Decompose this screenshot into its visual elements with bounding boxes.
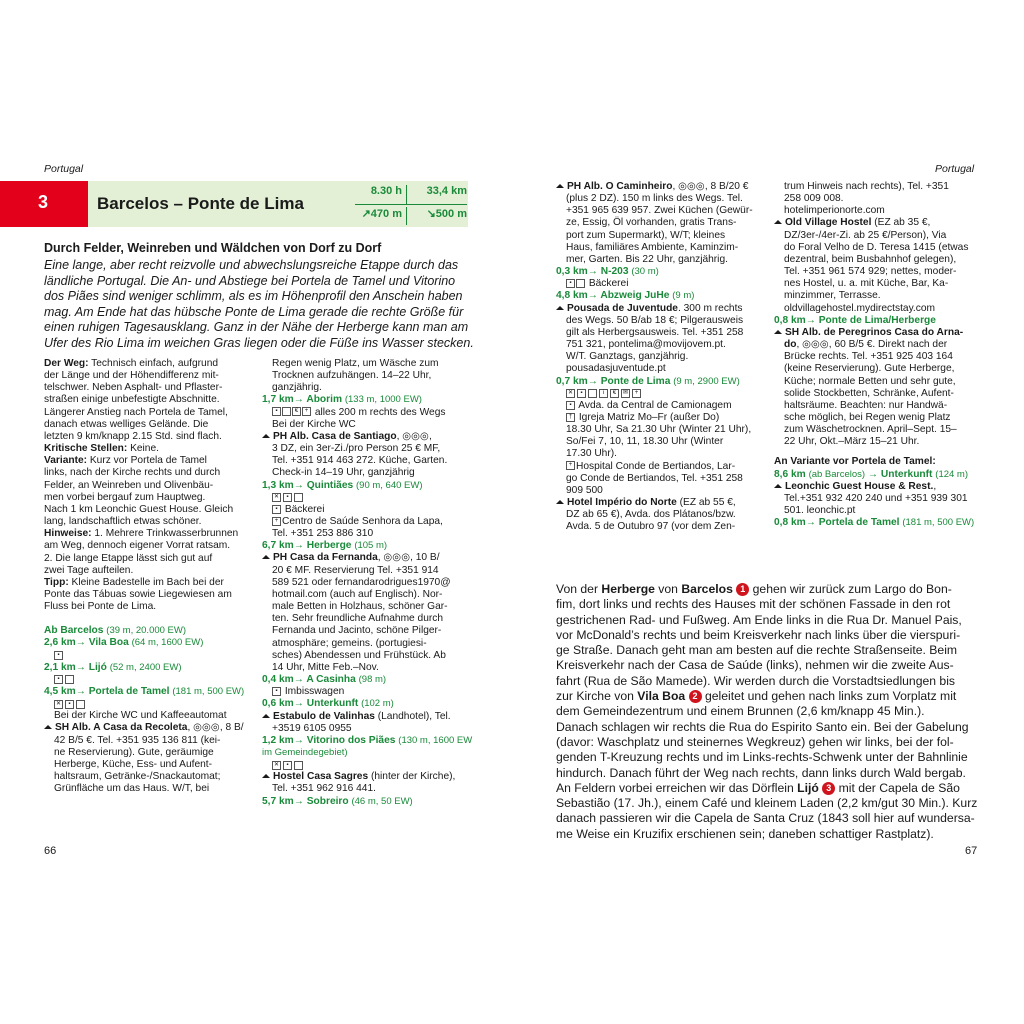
lodging-details: , ◎◎◎, 8 B/20 € (672, 181, 749, 192)
lodging-details: Brücke rechts. Tel. +351 925 403 164 (784, 351, 953, 363)
lodging-name: Hostel Casa Sagres (273, 771, 369, 783)
lodging-details: ganzjährig. (272, 382, 322, 394)
lodging-name: PH Alb. O Caminheiro (567, 181, 673, 192)
lodging-name: Hotel Império do Norte (567, 497, 677, 509)
lodging-details: 14 Uhr, Mitte Feb.–Nov. (272, 661, 379, 673)
lodging-details: trum Hinweis nach rechts), Tel. +351 (784, 181, 949, 192)
lodging-name: PH Casa da Fernanda (273, 552, 378, 564)
waypoint-meta: (102 m) (361, 698, 394, 710)
waypoint-meta: (ab Barcelos) (808, 468, 866, 480)
stage-title: Barcelos – Ponte de Lima (97, 194, 304, 213)
lodging-details: Regen wenig Platz, um Wäsche zum (272, 358, 439, 369)
lodging-details: , (933, 480, 937, 492)
lodging-icon (774, 220, 782, 224)
info-line: telschwer. Neben Asphalt- und Pflaster- (44, 382, 223, 394)
stage-subtitle: Durch Felder, Weinreben und Wäldchen von Dorf zu Dorf (44, 241, 382, 255)
lodging-details: hotmail.com (auch auf Englisch). Nor- (272, 588, 443, 600)
shop-icon: ▪ (54, 675, 63, 684)
route-line: Von der Herberge von Barcelos 1 gehen wir zurück zum Largo do Bon- (556, 582, 952, 596)
health-icon: + (272, 517, 281, 526)
cafe-icon (588, 389, 597, 398)
bus-icon: ▪ (566, 401, 575, 410)
waypoint-meta: (52 m, 2400 EW) (109, 661, 182, 673)
facility-icons (44, 698, 254, 710)
info-line: Felder, an Weinreben und Olivenbäu- (44, 479, 214, 491)
info-text: Igreja Matriz Mo–Fr (außer Do) (578, 411, 720, 423)
waypoint-vila-boa: 2,6 km→ Vila Boa (44, 637, 129, 649)
info-text: 17.30 Uhr). (566, 448, 617, 460)
lodging-details: (plus 2 DZ). 150 m links des Wegs. Tel. (566, 193, 743, 205)
lodging-details: 3 DZ, ein 3er-Zi./pro Person 25 € MF, (272, 443, 441, 455)
lodging-name: Leonchic Guest House & Rest. (785, 480, 934, 492)
info-line: Tipp: Kleine Badestelle im Bach bei der (44, 576, 224, 588)
info-line: letzten 9 km/knapp 2.15 Std. sind flach. (44, 430, 222, 442)
waypoint-meta: (64 m, 1600 EW) (131, 637, 204, 649)
shop-icon: ▪ (65, 700, 74, 709)
waypoint-meta: (9 m) (672, 290, 695, 302)
facility-icons (556, 388, 766, 400)
info-line: Ponte das Tábuas sowie Liegewiesen am (44, 588, 232, 600)
waypoint-ponte-de-lima: 0,7 km→ Ponte de Lima (556, 375, 671, 387)
waypoint-portela-de-tamel-variant: 0,8 km→ Portela de Tamel (774, 517, 900, 529)
lodging-details: dezentral, beim Busbahnhof gelegen), (784, 253, 957, 265)
cafe-icon (294, 761, 303, 770)
lodging-icon (556, 500, 564, 504)
page-number-right: 67 (965, 845, 978, 857)
waypoint-meta: (30 m) (631, 266, 659, 278)
lodging-details: Grünfläche um das Haus. W/T, bei (54, 783, 210, 795)
info-column-1 (44, 358, 254, 795)
lodging-details: ze, Essig, Öl vorhanden, gratis Trans- (566, 217, 737, 229)
shop-icon: ▪ (566, 279, 575, 288)
info-column-4 (774, 181, 984, 529)
lodging-details: minzimmer, Terrasse. (784, 290, 881, 302)
info-text: 909 500 (566, 484, 603, 496)
info-column-3 (556, 181, 766, 534)
route-line: Kreisverkehr nach der Casa de Saúde (links), nehmen wir die zweite Aus- (556, 658, 954, 673)
lodging-name: PH Alb. Casa de Santiago (273, 430, 397, 442)
waypoint-vitorino-dos-piaes: 1,2 km→ Vitorino dos Piães (262, 734, 396, 746)
stage-number-box (0, 181, 88, 227)
waypoint-abzweig-juhe: 4,8 km→ Abzweig JuHe (556, 290, 670, 302)
lodging-details: gilt als Herbergsausweis. Tel. +351 258 (566, 326, 744, 338)
shop-icon: ▪ (54, 651, 63, 660)
lodging-icon (44, 725, 52, 729)
shop-icon: ▪ (272, 407, 281, 416)
facility-icons (262, 759, 474, 771)
waypoint-meta: (181 m, 500 EW) (172, 686, 245, 698)
lodging-details: sche möglich, bei Regen wenig Platz (784, 411, 951, 423)
lodging-details: zum Wäschetrocknen. April–Sept. 15– (784, 424, 957, 436)
lodging-details: 20 € MF. Reservierung Tel. +351 914 (272, 564, 439, 576)
info-text (44, 358, 254, 613)
lodging-details: +3519 6105 0955 (272, 722, 352, 734)
lodging-icon (556, 306, 564, 310)
lodging-details: ten. Sehr freundliche Aufnahme durch (272, 613, 444, 625)
lodging-name: SH Alb. de Peregrinos Casa do Arna- (785, 326, 964, 338)
lodging-details: Tel. +351 962 916 441. (272, 783, 376, 795)
pharmacy-icon: + (302, 407, 311, 416)
intro-line: ländliche Portugal. Die An- und Abstiege bei Portela de Tamel und Vitorino (44, 273, 456, 288)
waypoint-meta: im Gemeindegebiet) (262, 746, 348, 758)
stat-descent: ↘500 m (426, 208, 467, 220)
lodging-details: male Betten in Holzhaus, schöner Gar- (272, 601, 448, 613)
lodging-details: 258 009 008. (784, 193, 844, 205)
info-text: Bei der Kirche WC (272, 418, 356, 430)
route-line: An Feldern vorbei erreichen wir das Dörflein Lijó 3 mit der Capela de São (556, 780, 960, 795)
lodging-details: 589 521 oder fernandarodrigues1970@ (272, 576, 451, 588)
stat-distance: 33,4 km (426, 185, 467, 197)
pharmacy-icon: + (632, 389, 641, 398)
lodging-details: Tel.+351 932 420 240 und +351 939 301 (784, 492, 968, 504)
lodging-details: DZ ab 65 €), Avda. dos Plátanos/bzw. (566, 509, 736, 521)
info-line: straßen einige unbefestigte Abschnitte. (44, 394, 220, 406)
facility-icons (44, 674, 254, 686)
hospital-icon: + (566, 461, 575, 470)
waypoint-a-casinha: 0,4 km→ A Casinha (262, 674, 356, 686)
info-line: Der Weg: Technisch einfach, aufgrund (44, 358, 219, 369)
info-line: 2. Die lange Etappe lässt sich gut auf (44, 552, 213, 564)
lodging-details: des Wegs. 50 B/ab 18 €; Pilgerausweis (566, 314, 744, 326)
facility-icons (44, 650, 254, 662)
intro-line: einen ruhigen Tagesausklang. Ganz in der Nähe der Herberge kann man am (44, 320, 469, 334)
info-line: Kritische Stellen: Keine. (44, 443, 159, 455)
lodging-details: Haus, familiäres Ambiente, Kaminzim- (566, 241, 739, 253)
route-line: fahrt (Rua de São Mamede). Wir werden durch die Vorstadtsiedlungen bis (556, 673, 956, 688)
waypoint-meta: (98 m) (358, 674, 387, 686)
info-line: Hinweise: 1. Mehrere Trinkwasserbrunnen (44, 528, 239, 540)
atm-icon: € (610, 389, 619, 398)
lodging-details: (EZ ab 35 €, (871, 217, 931, 229)
info-text: Avda. da Central de Camionagem (578, 399, 732, 411)
variant-heading: An Variante vor Portela de Tamel: (774, 456, 936, 468)
shop-icon: ▪ (577, 389, 586, 398)
bar-icon: ✕ (273, 494, 280, 501)
info-line: links, nach der Kirche rechts und durch (44, 467, 221, 479)
lodging-name: do (784, 339, 797, 351)
lodging-details: Herberge, Küche, Ess- und Aufent- (54, 758, 212, 770)
lodging-details: ne Reservierung). Gute, geräumige (54, 746, 214, 758)
waypoint-meta: (133 m, 1000 EW) (344, 394, 422, 406)
lodging-details: pousadasjuventude.pt (566, 363, 666, 375)
lodging-details: Fernanda und Jacinto, schöne Pilger- (272, 625, 442, 637)
atm-icon: € (292, 407, 301, 416)
lodging-details: haltsräume. Beachten: nur Handwä- (784, 399, 948, 411)
stat-ascent: ↗470 m (355, 207, 407, 225)
lodging-details: Trocknen aufzuhängen. 14–22 Uhr, (272, 370, 432, 382)
lodging-details: 751 321, pontelima@movijovem.pt. (566, 339, 726, 351)
info-text: Hospital Conde de Bertiandos, Lar- (576, 460, 736, 472)
lodging-details: sches) Abendessen und Frühstück. Ab (272, 649, 446, 661)
cafe-icon (65, 675, 74, 684)
lodging-details: port zum Supermarkt), W/T; kleines (566, 229, 726, 241)
lodging-icon (774, 484, 782, 488)
info-line: am Weg, dennoch eigener Vorrat ratsam. (44, 540, 231, 552)
waypoint-meta: (39 m, 20.000 EW) (106, 625, 187, 637)
lodging-name: SH Alb. A Casa da Recoleta (55, 722, 188, 734)
route-line: vor McDonald’s rechts und beim Kreisverkehr nach links über die vierspuri- (556, 627, 961, 642)
lodging-details: solide Stockbetten, Schränke, Aufent- (784, 387, 954, 399)
info-text: Bei der Kirche WC und Kaffeeautomat (54, 710, 227, 722)
waypoint-n203: 0,3 km→ N-203 (556, 266, 629, 278)
info-line: lang, landschaftlich etwas schöner. (44, 516, 202, 528)
lodging-details: Check-in 14–19 Uhr, ganzjährig (272, 467, 415, 479)
info-text: 18.30 Uhr, Sa 21.30 Uhr (Winter 21 Uhr), (566, 424, 752, 436)
route-line: zur Kirche von Vila Boa 2 geleitet und gehen nach links zum Vorplatz mit (556, 689, 957, 704)
info-line: Fluss bei Ponte de Lima. (44, 601, 157, 613)
intro-line: Ufer des Rio Lima im weichen Gras liegen oder die Füße ins Wasser stecken. (44, 335, 474, 350)
waypoint-meta: (124 m) (935, 468, 969, 480)
lodging-details: hotelimperionorte.com (784, 205, 885, 217)
route-line: Danach schlagen wir rechts die Rua do Espirito Santo ein. Bei der Gabelung (556, 719, 969, 734)
lodging-details: (keine Reservierung). Gute Herberge, (784, 363, 955, 375)
lodging-details: . 300 m rechts (677, 302, 743, 314)
lodging-icon (262, 774, 270, 778)
lodging-icon (262, 714, 270, 718)
lodging-details: mer, Garten. Bis 22 Uhr, ganzjährig. (566, 253, 728, 265)
waypoint-meta: (46 m, 50 EW) (351, 795, 413, 807)
info-text: go Conde de Bertiandos, Tel. +351 258 (566, 472, 743, 484)
shop-icon: ▪ (283, 493, 292, 502)
lodging-icon (262, 555, 270, 559)
info-line: men vorbei bergauf zum Hauptweg. (44, 491, 206, 503)
waypoint-variant-unterkunft: → Unterkunft (867, 468, 933, 480)
cafe-icon (282, 407, 291, 416)
info-text: So/Fei 7, 10, 11, 18.30 Uhr (Winter (566, 436, 724, 448)
waypoint-ponte-de-lima-herberge: 0,8 km→ Ponte de Lima/Herberge (774, 314, 936, 326)
lodging-details: (Landhotel), Tel. (374, 710, 451, 722)
lodging-icon (774, 330, 782, 334)
info-column-2 (262, 358, 474, 808)
stat-time: 8.30 h (355, 185, 407, 204)
info-icon: i (599, 389, 608, 398)
bar-icon: ✕ (273, 761, 280, 768)
waypoint-herberge: 6,7 km→ Herberge (262, 540, 352, 552)
info-line: Variante: Kurz vor Portela de Tamel (44, 455, 207, 467)
bar-icon: ✕ (55, 700, 62, 707)
mail-icon: ✉ (622, 390, 629, 397)
waypoint-meta: (90 m, 640 EW) (356, 479, 423, 491)
lodging-details: 22 Uhr, Okt.–März 15–21 Uhr. (784, 436, 920, 448)
waypoint-start: Ab Barcelos (44, 625, 104, 637)
stage-number: 3 (38, 192, 49, 212)
info-text: Bäckerei (588, 278, 629, 290)
food-truck-icon: ▪ (272, 687, 281, 696)
waypoint-lijo: 2,1 km→ Lijó (44, 661, 107, 673)
stage-stats (355, 185, 467, 225)
facility-icons (262, 492, 474, 504)
lodging-details: , ◎◎◎, 10 B/ (377, 552, 440, 564)
lodging-details: 501. leonchic.pt (784, 505, 856, 517)
lodging-details: DZ/3er-/4er-Zi. ab 25 €/Person), Via (784, 229, 947, 241)
lodging-details: , ◎◎◎, 8 B/ (187, 722, 244, 734)
lodging-details: Avda. 5 de Outubro 97 (vor dem Zen- (566, 521, 736, 533)
lodging-icon (556, 184, 564, 188)
lodging-details: W/T. Ganztags, ganzjährig. (566, 351, 689, 363)
route-line: ge Straße. Danach geht man am besten auf die rechte Straßenseite. Beim (556, 643, 958, 658)
waypoint-portela-de-tamel: 4,5 km→ Portela de Tamel (44, 686, 170, 698)
lodging-details: do Foral Velho de D. Teresa 1415 (etwas (784, 241, 969, 253)
intro-line: mag. Am Ende hat das hübsche Ponte de Lima gerade die rechte Größe für (44, 304, 464, 319)
lodging-name: Estabulo de Valinhas (273, 710, 375, 722)
waypoint-quintiaes: 1,3 km→ Quintiães (262, 479, 354, 491)
bakery-icon: ▪ (272, 505, 281, 514)
route-line: me Weise ein Kruzifix erschienen sein; daneben schattiger Rastplatz). (556, 826, 934, 841)
lodging-details: +351 965 639 957. Zwei Küchen (Gewür- (566, 205, 753, 217)
waypoint-meta: (105 m) (354, 540, 388, 552)
lodging-name: Old Village Hostel (785, 217, 872, 229)
shop-icon: ▪ (283, 761, 292, 770)
waypoint-variant: 8,6 km (774, 468, 806, 480)
lodging-details: oldvillagehostel.mydirectstay.com (784, 302, 935, 314)
cafe-icon (294, 493, 303, 502)
lodging-details: (EZ ab 55 €, (676, 497, 736, 509)
lodging-name: Pousada de Juventude (567, 302, 678, 314)
info-text: Imbisswagen (284, 686, 345, 698)
route-line: hindurch. Danach führt der Weg nach rechts, dann links durch Wald bergab. (556, 765, 966, 780)
lodging-details: haltsraum, Getränke-/Snackautomat; (54, 771, 221, 783)
waypoint-aborim: 1,7 km→ Aborim (262, 394, 343, 406)
info-line: der Länge und der Höhendifferenz mit- (44, 370, 219, 382)
lodging-details: 42 B/5 €. Tel. +351 935 136 811 (kei- (54, 734, 221, 746)
info-line: zwei Tage aufteilen. (44, 564, 134, 576)
info-text: Centro de Saúde Senhora da Lapa, (282, 516, 443, 528)
route-line: fim, dort links und rechts des Hauses mit der schönen Fassade in den rot (556, 597, 951, 612)
lodging-details: (hinter der Kirche), (368, 771, 456, 783)
page-number-left: 66 (44, 845, 57, 857)
waypoint-meta: (9 m, 2900 EW) (673, 375, 740, 387)
lodging-details: Küche; normale Betten und sehr gute, (784, 375, 956, 387)
info-text: Tel. +351 253 886 310 (272, 528, 374, 540)
waypoint-meta: (181 m, 500 EW) (902, 517, 975, 529)
lodging-details: Tel. +351 961 574 929; nettes, moder- (784, 266, 957, 278)
stat-divider (355, 204, 467, 205)
lodging-details: nes Hostel, u. a. mit Küche, Bar, Ka- (784, 278, 949, 290)
cafe-icon (576, 279, 585, 288)
info-text: Bäckerei (284, 503, 325, 515)
info-line: Längerer Anstieg nach Portela de Tamel, (44, 406, 228, 418)
intro-line: dos Piães sind weniger schlimm, als es im Höhenprofil den Anschein haben (44, 289, 463, 303)
route-line: danach passieren wir die Capela de Santa Cruz (1843 soll hier auf wundersa- (556, 811, 975, 826)
church-icon: † (566, 413, 575, 422)
route-line: Sebastião (17. Jh.), einem Café und kleinem Laden (2,2 km/gut 30 Min.). Kurz (556, 796, 978, 811)
lodging-details: , ◎◎◎, (396, 430, 432, 442)
route-line: gestrichenen Rad- und Fußweg. Am Ende links in die Rua Dr. Manuel Pais, (556, 612, 962, 627)
cafe-icon (76, 700, 85, 709)
intro-line: Eine lange, aber recht reizvolle und abwechslungsreiche Etappe durch das (44, 258, 459, 272)
running-head-left: Portugal (44, 163, 84, 175)
waypoint-unterkunft: 0,6 km→ Unterkunft (262, 698, 359, 710)
info-line: Nach 1 km Leonchic Guest House. Gleich (44, 503, 234, 515)
route-line: dem Gemeindezentrum und einem Brunnen (2,6 km/knapp 45 Min.). (556, 704, 925, 719)
waypoint-meta: (130 m, 1600 EW (398, 734, 473, 746)
route-line: (davor: Waschplatz und steinernes Wegkreuz) gehen wir links, bei der fol- (556, 734, 954, 749)
lodging-details: Tel. +351 914 463 272. Küche, Garten. (272, 455, 448, 467)
route-line: genden T-Kreuzung rechts und im Links-rechts-Schwenk unter der Bahnlinie (556, 750, 968, 765)
route-description (556, 582, 986, 842)
waypoint-sobreiro: 5,7 km→ Sobreiro (262, 795, 349, 807)
lodging-details: atmosphäre; gemeins. (portugiesi- (272, 637, 427, 649)
lodging-icon (262, 434, 270, 438)
info-text: alles 200 m rechts des Wegs (314, 406, 446, 418)
stage-intro (44, 258, 474, 351)
info-line: danach etwas welliges Gelände. Die (44, 418, 209, 430)
lodging-details: , ◎◎◎, 60 B/5 €. Direkt nach der (796, 339, 948, 351)
running-head-right: Portugal (935, 163, 975, 175)
bar-icon: ✕ (567, 390, 574, 397)
